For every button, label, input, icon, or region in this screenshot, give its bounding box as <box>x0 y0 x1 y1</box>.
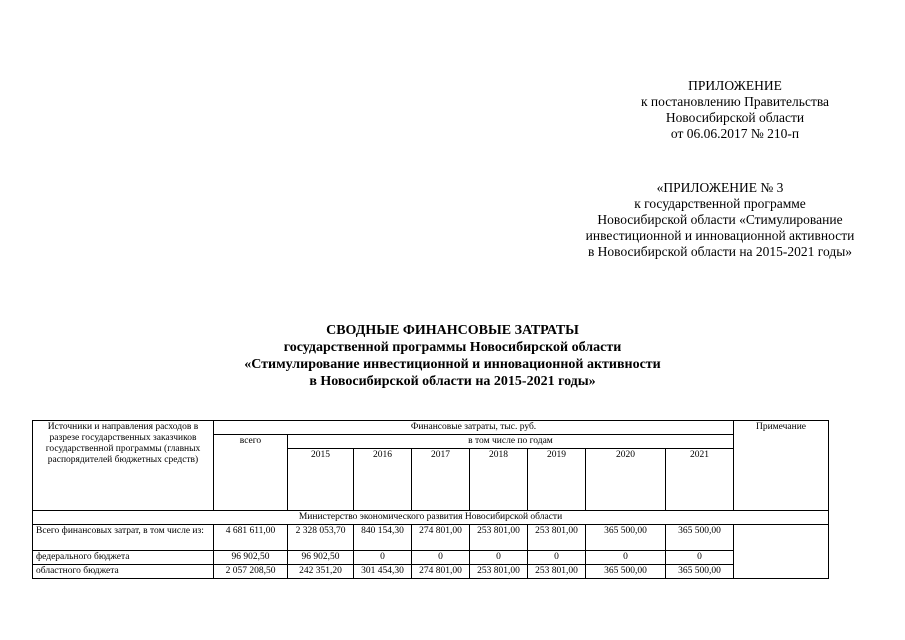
row-value: 253 801,00 <box>528 565 586 579</box>
row-value: 253 801,00 <box>528 525 586 551</box>
appendix3-line-1: «ПРИЛОЖЕНИЕ № 3 <box>656 180 784 195</box>
row-value: 274 801,00 <box>412 565 470 579</box>
header-total: всего <box>214 435 288 511</box>
table-row <box>33 525 829 551</box>
row-value: 242 351,20 <box>288 565 354 579</box>
table-row <box>33 551 829 565</box>
row-total: 2 057 208,50 <box>214 565 288 579</box>
row-value: 2 328 053,70 <box>288 525 354 551</box>
row-value: 0 <box>412 551 470 565</box>
row-value: 253 801,00 <box>470 525 528 551</box>
appendix-line-1: ПРИЛОЖЕНИЕ <box>688 78 782 93</box>
title-line-2: государственной программы Новосибирской области <box>283 340 622 355</box>
row-value: 365 500,00 <box>666 565 734 579</box>
appendix3-block <box>560 180 880 260</box>
row-label: Всего финансовых затрат, в том числе из: <box>33 525 214 551</box>
row-total: 96 902,50 <box>214 551 288 565</box>
title-line-1: СВОДНЫЕ ФИНАНСОВЫЕ ЗАТРАТЫ <box>326 323 579 338</box>
row-value: 0 <box>586 551 666 565</box>
header-year: 2018 <box>470 449 528 511</box>
header-by-years: в том числе по годам <box>288 435 734 449</box>
appendix3-line-4: инвестиционной и инновационной активности <box>585 228 855 243</box>
row-value: 0 <box>470 551 528 565</box>
appendix-line-3: Новосибирской области <box>665 110 805 125</box>
row-value: 96 902,50 <box>288 551 354 565</box>
row-value: 365 500,00 <box>586 565 666 579</box>
header-costs: Финансовые затраты, тыс. руб. <box>214 421 734 435</box>
row-value: 301 454,30 <box>354 565 412 579</box>
title-line-3: «Стимулирование инвестиционной и инновационной активности <box>244 357 661 372</box>
row-value: 274 801,00 <box>412 525 470 551</box>
header-year: 2020 <box>586 449 666 511</box>
row-total: 4 681 611,00 <box>214 525 288 551</box>
appendix3-line-3: Новосибирской области «Стимулирование <box>597 212 843 227</box>
row-value: 365 500,00 <box>586 525 666 551</box>
row-value: 0 <box>528 551 586 565</box>
financial-costs-table <box>32 420 829 579</box>
header-year: 2019 <box>528 449 586 511</box>
appendix-block <box>600 78 870 142</box>
row-value: 0 <box>354 551 412 565</box>
appendix-line-4: от 06.06.2017 № 210-п <box>670 126 800 141</box>
document-title <box>150 322 755 390</box>
row-label: областного бюджета <box>33 565 214 579</box>
row-value: 0 <box>666 551 734 565</box>
header-note: Примечание <box>734 421 829 511</box>
row-value: 253 801,00 <box>470 565 528 579</box>
header-year: 2021 <box>666 449 734 511</box>
header-year: 2016 <box>354 449 412 511</box>
header-year: 2015 <box>288 449 354 511</box>
row-value: 840 154,30 <box>354 525 412 551</box>
section-ministry: Министерство экономического развития Новосибирской области <box>33 511 829 525</box>
appendix3-line-5: в Новосибирской области на 2015-2021 годы» <box>587 244 853 259</box>
header-year: 2017 <box>412 449 470 511</box>
appendix3-line-2: к государственной программе <box>634 196 806 211</box>
row-label: федерального бюджета <box>33 551 214 565</box>
row-value: 365 500,00 <box>666 525 734 551</box>
appendix-line-2: к постановлению Правительства <box>640 94 830 109</box>
header-source: Источники и направления расходов в разрезе государственных заказчиков государственной программы (главных распорядителей бюджетных средств) <box>33 421 214 511</box>
row-note <box>734 525 829 579</box>
table-row <box>33 565 829 579</box>
title-line-4: в Новосибирской области на 2015-2021 годы» <box>309 374 596 389</box>
